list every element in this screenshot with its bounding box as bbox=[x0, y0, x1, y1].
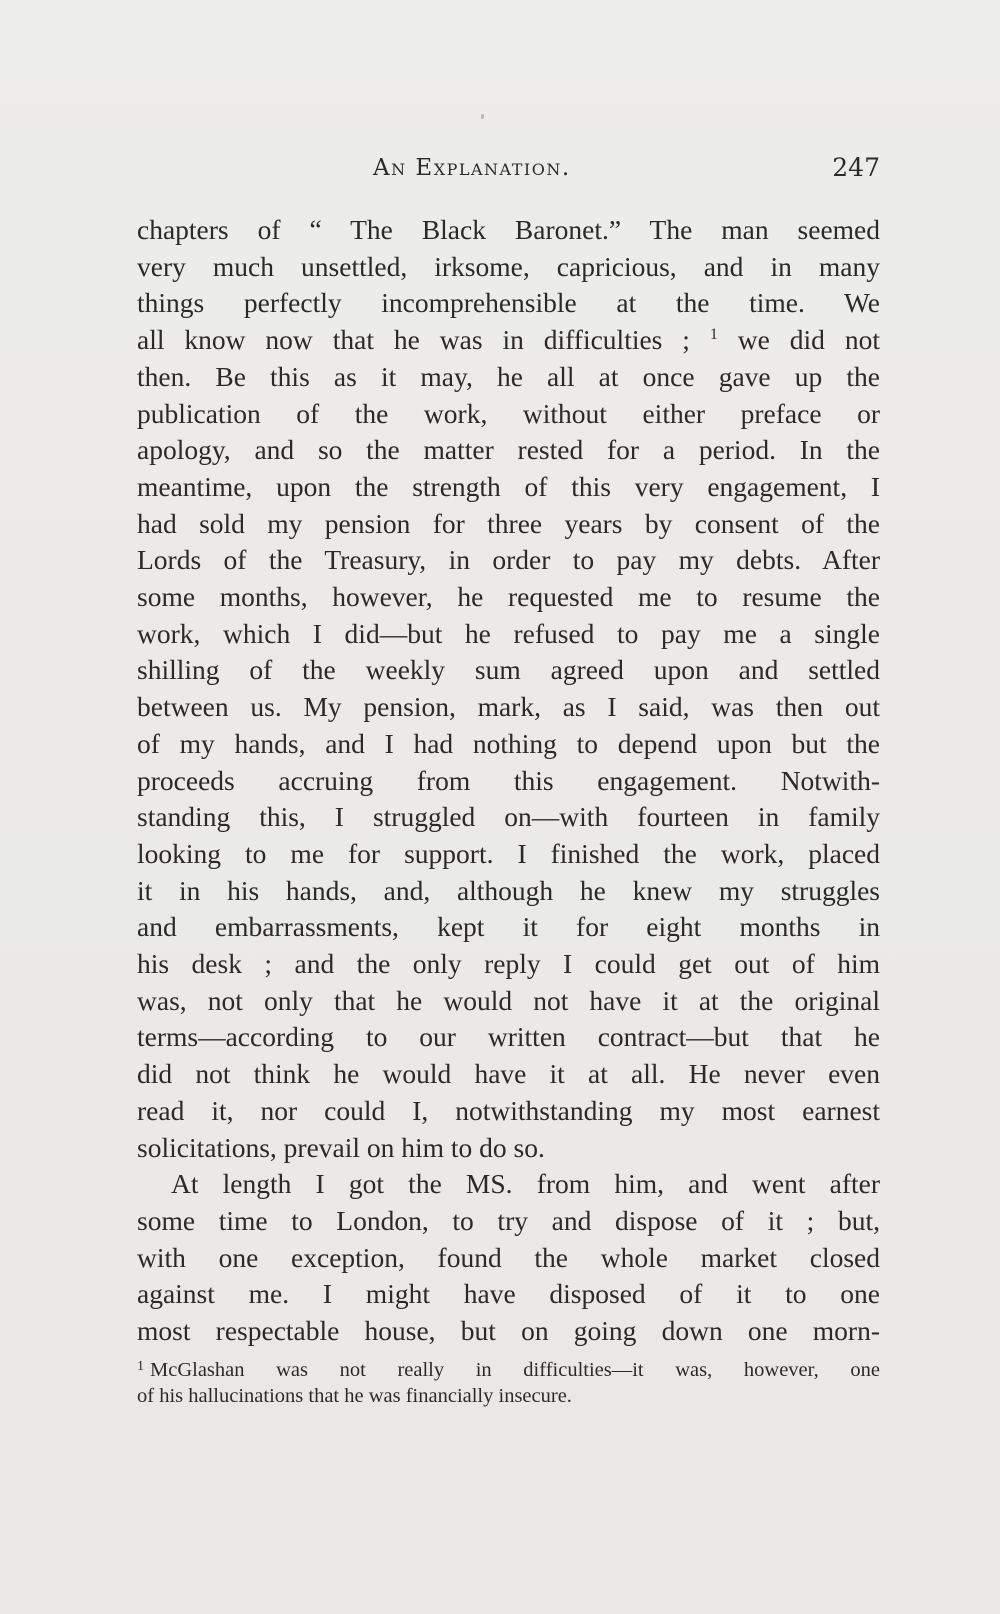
text-segment: we did not bbox=[717, 324, 880, 356]
text-line: with one exception, found the whole market closed bbox=[137, 1241, 880, 1273]
text-line: it in his hands, and, although he knew my struggles bbox=[137, 874, 880, 906]
text-line: terms—according to our written contract—but that he bbox=[137, 1021, 880, 1053]
text-line: was, not only that he would not have it at the original bbox=[137, 984, 880, 1016]
text-line: of my hands, and I had nothing to depend upon but the bbox=[137, 727, 880, 759]
text-line: some months, however, he requested me to resume the bbox=[137, 581, 880, 613]
text-line: his desk ; and the only reply I could get out of him bbox=[137, 948, 880, 980]
text-line: things perfectly incomprehensible at the time. We bbox=[137, 287, 880, 319]
footnote-number: 1 bbox=[137, 1359, 144, 1374]
text-line: chapters of “ The Black Baronet.” The man seemed bbox=[137, 214, 880, 245]
text-line: looking to me for support. I finished the work, placed bbox=[137, 837, 880, 869]
text-line: shilling of the weekly sum agreed upon and settled bbox=[137, 654, 880, 686]
footnote-mark: 1 bbox=[709, 326, 718, 344]
text-line: did not think he would have it at all. He never even bbox=[137, 1058, 880, 1090]
text-line: meantime, upon the strength of this very engagement, I bbox=[137, 470, 880, 502]
text-segment: all know now that he was in difficulties ; bbox=[137, 324, 690, 356]
text-line: most respectable house, but on going down one morn- bbox=[137, 1315, 880, 1347]
text-line: very much unsettled, irksome, capricious, and in many bbox=[137, 250, 880, 282]
text-line: Lords of the Treasury, in order to pay my debts. After bbox=[137, 544, 880, 576]
text-line: then. Be this as it may, he all at once gave up the bbox=[137, 360, 880, 392]
footnote-line: of his hallucinations that he was financially insecure. bbox=[137, 1385, 572, 1407]
footnote bbox=[137, 1357, 880, 1409]
body-text bbox=[137, 212, 880, 1350]
text-line: apology, and so the matter rested for a period. In the bbox=[137, 434, 880, 466]
running-title: An Explanation. bbox=[373, 155, 571, 181]
text-line: publication of the work, without either preface or bbox=[137, 397, 880, 429]
text-line: had sold my pension for three years by consent of the bbox=[137, 507, 880, 539]
text-line: some time to London, to try and dispose of it ; but, bbox=[137, 1204, 880, 1236]
text-line-with-footnote bbox=[137, 322, 880, 359]
page-number: 247 bbox=[832, 153, 880, 182]
running-head bbox=[137, 150, 880, 190]
text-line: work, which I did—but he refused to pay me a single bbox=[137, 617, 880, 649]
text-line: standing this, I struggled on—with fourteen in family bbox=[137, 801, 880, 833]
text-line: against me. I might have disposed of it to one bbox=[137, 1278, 880, 1310]
footnote-line bbox=[137, 1357, 880, 1383]
text-line: solicitations, prevail on him to do so. bbox=[137, 1131, 545, 1163]
footnote-text: McGlashan was not really in difficulties—it was, however, one bbox=[150, 1359, 880, 1381]
text-line: read it, nor could I, notwithstanding my most earnest bbox=[137, 1094, 880, 1126]
paragraph-2 bbox=[137, 1166, 880, 1350]
text-line: and embarrassments, kept it for eight months in bbox=[137, 911, 880, 943]
paper-speck bbox=[481, 114, 484, 119]
text-line: At length I got the MS. from him, and went after bbox=[171, 1168, 880, 1200]
text-line: between us. My pension, mark, as I said, was then out bbox=[137, 691, 880, 723]
paragraph-1 bbox=[137, 212, 880, 1166]
text-line: proceeds accruing from this engagement. Notwith- bbox=[137, 764, 880, 796]
